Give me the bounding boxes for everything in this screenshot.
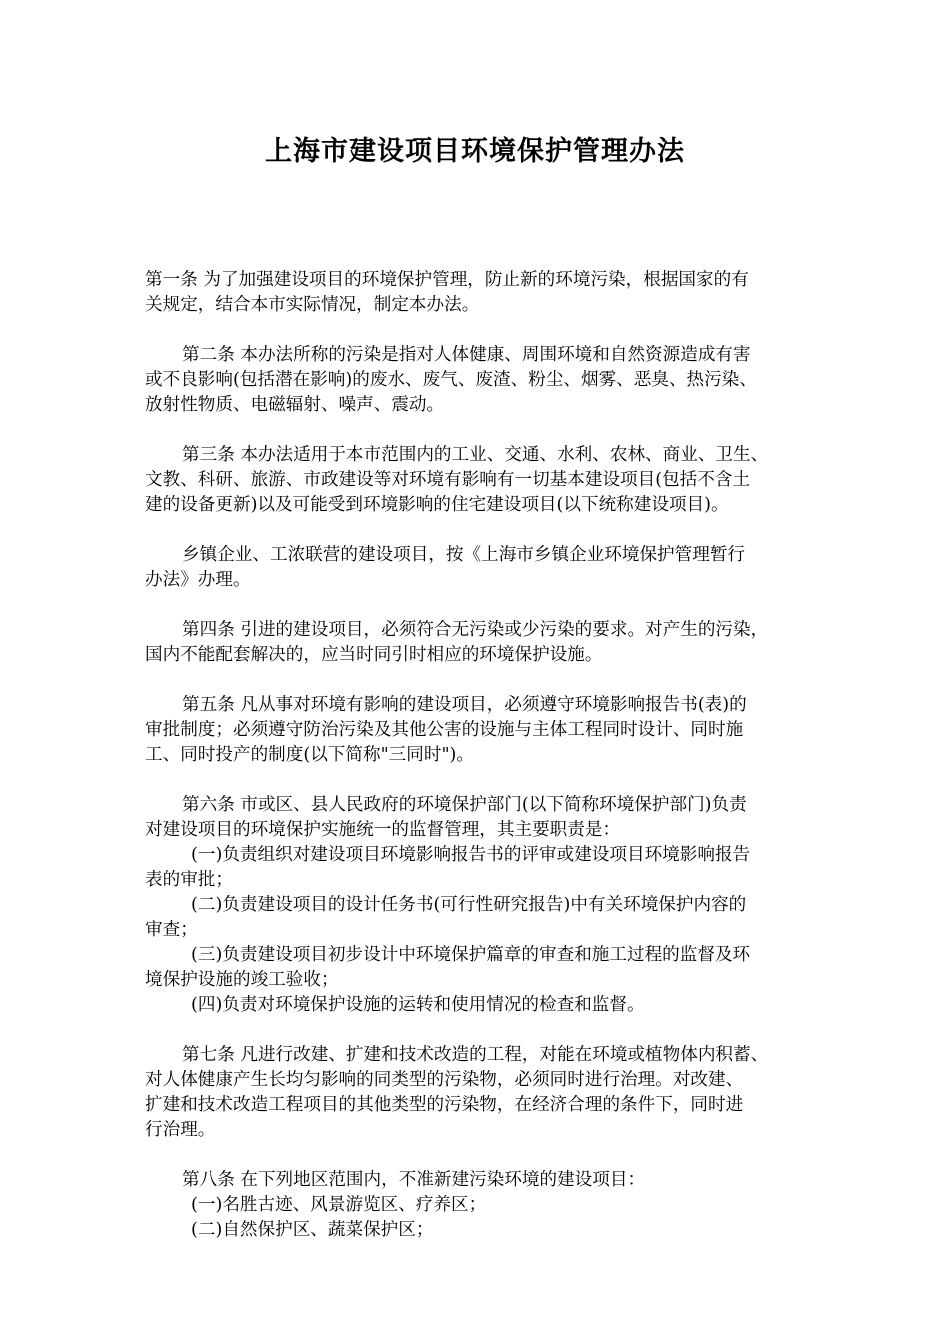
text-line: 第二条 本办法所称的污染是指对人体健康、周围环境和自然资源造成有害 [182, 345, 751, 365]
text-line: 对人体健康产生长均匀影响的同类型的污染物，必须同时进行治理。对改建、 [145, 1070, 744, 1090]
text-line: 对建设项目的环境保护实施统一的监督管理，其主要职责是： [145, 820, 621, 840]
text-line: 文教、科研、旅游、市政建设等对环境有影响有一切基本建设项目(包括不含土 [145, 470, 751, 490]
list-item: (一)名胜古迹、风景游览区、疗养区； [191, 1195, 487, 1215]
text-line: 第一条 为了加强建设项目的环境保护管理，防止新的环境污染，根据国家的有 [145, 270, 749, 290]
text-line: 扩建和技术改造工程项目的其他类型的污染物，在经济合理的条件下，同时进 [145, 1095, 744, 1115]
text-line: 第五条 凡从事对环境有影响的建设项目，必须遵守环境影响报告书(表)的 [182, 695, 747, 715]
article-1 [145, 268, 825, 318]
article-4 [145, 618, 825, 668]
document-body [145, 268, 825, 1243]
text-line: 国内不能配套解决的，应当时同引时相应的环境保护设施。 [145, 645, 603, 665]
list-item: (一)负责组织对建设项目环境影响报告书的评审或建设项目环境影响报告 [191, 845, 751, 865]
text-line: 办法》办理。 [145, 570, 251, 590]
article-3 [145, 443, 825, 518]
list-item: (二)自然保护区、蔬菜保护区； [191, 1220, 434, 1240]
article-7 [145, 1043, 825, 1143]
text-line: 审批制度；必须遵守防治污染及其他公害的设施与主体工程同时设计、同时施 [145, 720, 744, 740]
article-2 [145, 343, 825, 418]
text-line: 关规定，结合本市实际情况，制定本办法。 [145, 295, 480, 315]
text-line: 境保护设施的竣工验收； [145, 970, 339, 990]
text-line: 第三条 本办法适用于本市范围内的工业、交通、水利、农林、商业、卫生、 [182, 445, 769, 465]
text-line: 或不良影响(包括潜在影响)的废水、废气、废渣、粉尘、烟雾、恶臭、热污染、 [145, 370, 757, 390]
text-line: 表的审批； [145, 870, 233, 890]
article-8 [145, 1168, 825, 1243]
list-item: (三)负责建设项目初步设计中环境保护篇章的审查和施工过程的监督及环 [191, 945, 751, 965]
list-item: (四)负责对环境保护设施的运转和使用情况的检查和监督。 [191, 995, 645, 1015]
text-line: 第八条 在下列地区范围内，不准新建污染环境的建设项目： [182, 1170, 646, 1190]
list-item: (二)负责建设项目的设计任务书(可行性研究报告)中有关环境保护内容的 [191, 895, 747, 915]
document-title: 上海市建设项目环境保护管理办法 [265, 136, 685, 167]
text-line: 建的设备更新)以及可能受到环境影响的住宅建设项目(以下统称建设项目)。 [145, 495, 729, 515]
text-line: 审查； [145, 920, 198, 940]
article-5 [145, 693, 825, 768]
text-line: 第四条 引进的建设项目，必须符合无污染或少污染的要求。对产生的污染， [182, 620, 769, 640]
text-line: 放射性物质、电磁辐射、噪声、震动。 [145, 395, 445, 415]
article-3-supplement [145, 543, 825, 593]
text-line: 第七条 凡进行改建、扩建和技术改造的工程，对能在环境或植物体内积蓄、 [182, 1045, 769, 1065]
article-6 [145, 793, 825, 1018]
text-line: 乡镇企业、工浓联营的建设项目，按《上海市乡镇企业环境保护管理暂行 [182, 545, 746, 565]
text-line: 第六条 市或区、县人民政府的环境保护部门(以下简称环境保护部门)负责 [182, 795, 747, 815]
text-line: 行治理。 [145, 1120, 216, 1140]
text-line: 工、同时投产的制度(以下简称"三同时")。 [145, 745, 475, 765]
